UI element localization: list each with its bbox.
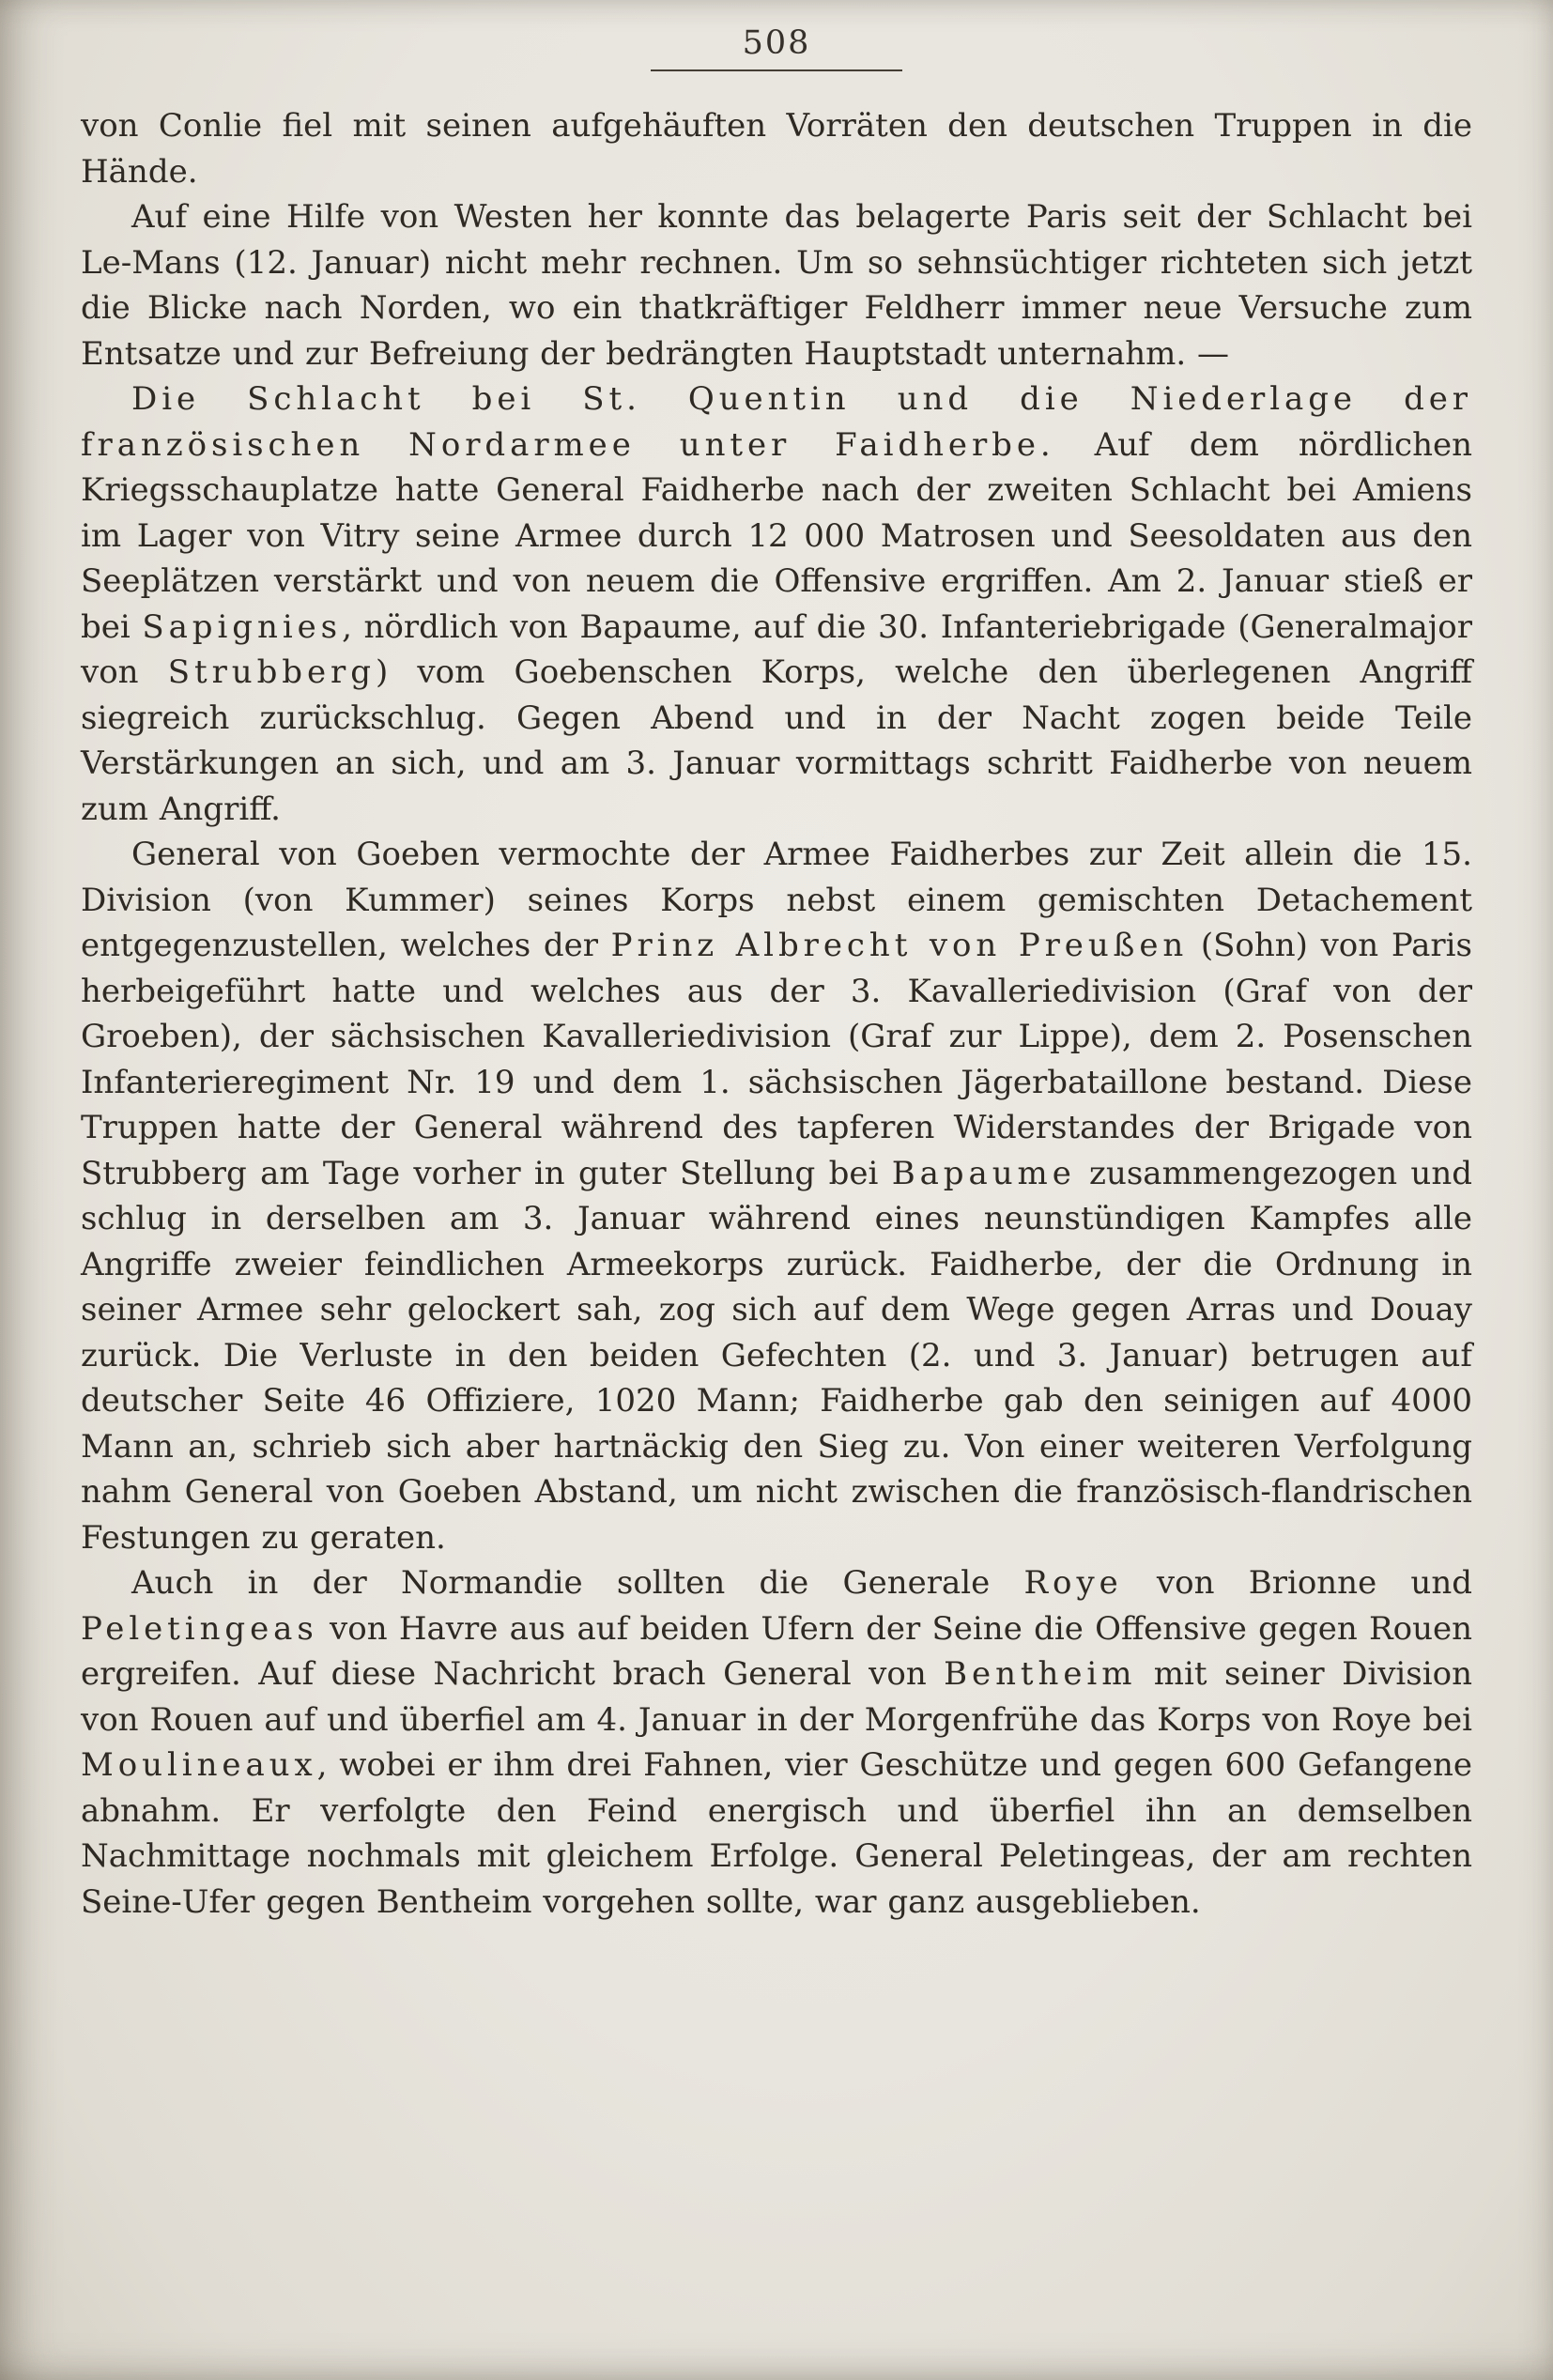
emphasized-text: Prinz Albrecht von Preußen <box>610 927 1189 964</box>
paragraph <box>81 832 1472 1560</box>
emphasized-text: Strubberg <box>167 653 376 691</box>
paragraph <box>81 376 1472 832</box>
text-segment: von Conlie fiel mit seinen aufgehäuften Vorräten den deutschen Truppen in die Hände. <box>81 107 1472 191</box>
text-segment: mit seiner Division von Rouen auf und überfiel am 4. Januar in der Morgenfrühe das Korps von Roye bei <box>81 1655 1472 1739</box>
paragraph <box>81 194 1472 376</box>
text-segment: von Brionne und <box>1122 1564 1472 1602</box>
emphasized-text: Peletingeas <box>81 1609 318 1648</box>
paragraph <box>81 103 1472 194</box>
paragraph <box>81 1560 1472 1925</box>
text-segment: zusammengezogen und schlug in derselben am 3. Januar während eines neunstündigen Kampfes alle Angriffe zweier feindlichen Armeekorps zurück. Faidherbe, der die Ordnung in seiner Armee sehr gelockert sah, zog sich auf dem Wege gegen Arras und Douay zurück. Die Verluste in den beiden Gefechten (2. und 3. Januar) betrugen auf deutscher Seite 46 Offiziere, 1020 Mann; Faidherbe gab den seinigen auf 4000 Mann an, schrieb sich aber hartnäckig den Sieg zu. Von einer weiteren Verfolgung nahm General von Goeben Abstand, um nicht zwischen die französisch-flandrischen Festungen zu geraten. <box>81 1154 1472 1557</box>
text-segment: , nördlich von Bapaume, auf die 30. Infanteriebrigade (Generalmajor von <box>81 607 1472 691</box>
emphasized-text: Die Schlacht bei St. Quentin und die Niederlage der französischen Nordarmee unter Faidherbe. <box>81 380 1472 464</box>
text-segment: , wobei er ihm drei Fahnen, vier Geschütze und gegen 600 Gefangene abnahm. Er verfolgte den Feind energisch und überfiel ihn an demselben Nachmittage nochmals mit gleichem Erfolge. General Peletingeas, der am rechten Seine-Ufer gegen Bentheim vorgehen sollte, war ganz ausgeblieben. <box>81 1746 1472 1921</box>
text-segment: Auf eine Hilfe von Westen her konnte das belagerte Paris seit der Schlacht bei Le-Mans (12. Januar) nicht mehr rechnen. Um so sehnsüchtiger richteten sich jetzt die Blicke nach Norden, wo ein thatkräftiger Feldherr immer neue Versuche zum Entsatze und zur Befreiung der bedrängten Hauptstadt unternahm. — <box>81 198 1472 373</box>
page-header <box>0 0 1553 71</box>
text-segment: ) vom Goebenschen Korps, welche den überlegenen Angriff siegreich zurückschlug. Gegen Abend und in der Nacht zogen beide Teile Verstärkungen an sich, und am 3. Januar vormittags schritt Faidherbe von neuem zum Angriff. <box>81 653 1472 828</box>
text-segment: von Havre aus auf beiden Ufern der Seine die Offensive gegen Rouen ergreifen. Auf diese Nachricht brach General von <box>81 1609 1472 1693</box>
text-segment: Auch in der Normandie sollten die Generale <box>131 1564 1024 1602</box>
text-segment: Auf dem nördlichen Kriegsschauplatze hatte General Faidherbe nach der zweiten Schlacht bei Amiens im Lager von Vitry seine Armee durch 12 000 Matrosen und Seesoldaten aus den Seeplätzen verstärkt und von neuem die Offensive ergriffen. Am 2. Januar stieß er bei <box>81 425 1472 646</box>
emphasized-text: Roye <box>1023 1564 1123 1602</box>
text-segment: General von Goeben vermochte der Armee Faidherbes zur Zeit allein die 15. Division (von Kummer) seines Korps nebst einem gemischten Detachement entgegenzustellen, welches der <box>81 836 1472 964</box>
page-number: 508 <box>742 24 811 62</box>
emphasized-text: Sapignies <box>142 607 343 646</box>
emphasized-text: Bentheim <box>944 1655 1137 1693</box>
emphasized-text: Moulineaux <box>81 1746 317 1784</box>
text-segment: (Sohn) von Paris herbeigeführt hatte und welches aus der 3. Kavalleriedivision (Graf von der Groeben), der sächsischen Kavalleriedivision (Graf zur Lippe), dem 2. Posenschen Infanterieregiment Nr. 19 und dem 1. sächsischen Jägerbataillone bestand. Diese Truppen hatte der General während des tapferen Widerstandes der Brigade von Strubberg am Tage vorher in guter Stellung bei <box>81 927 1473 1192</box>
emphasized-text: Bapaume <box>891 1154 1076 1192</box>
body-text <box>81 103 1472 1925</box>
page-number-rule <box>651 69 902 71</box>
